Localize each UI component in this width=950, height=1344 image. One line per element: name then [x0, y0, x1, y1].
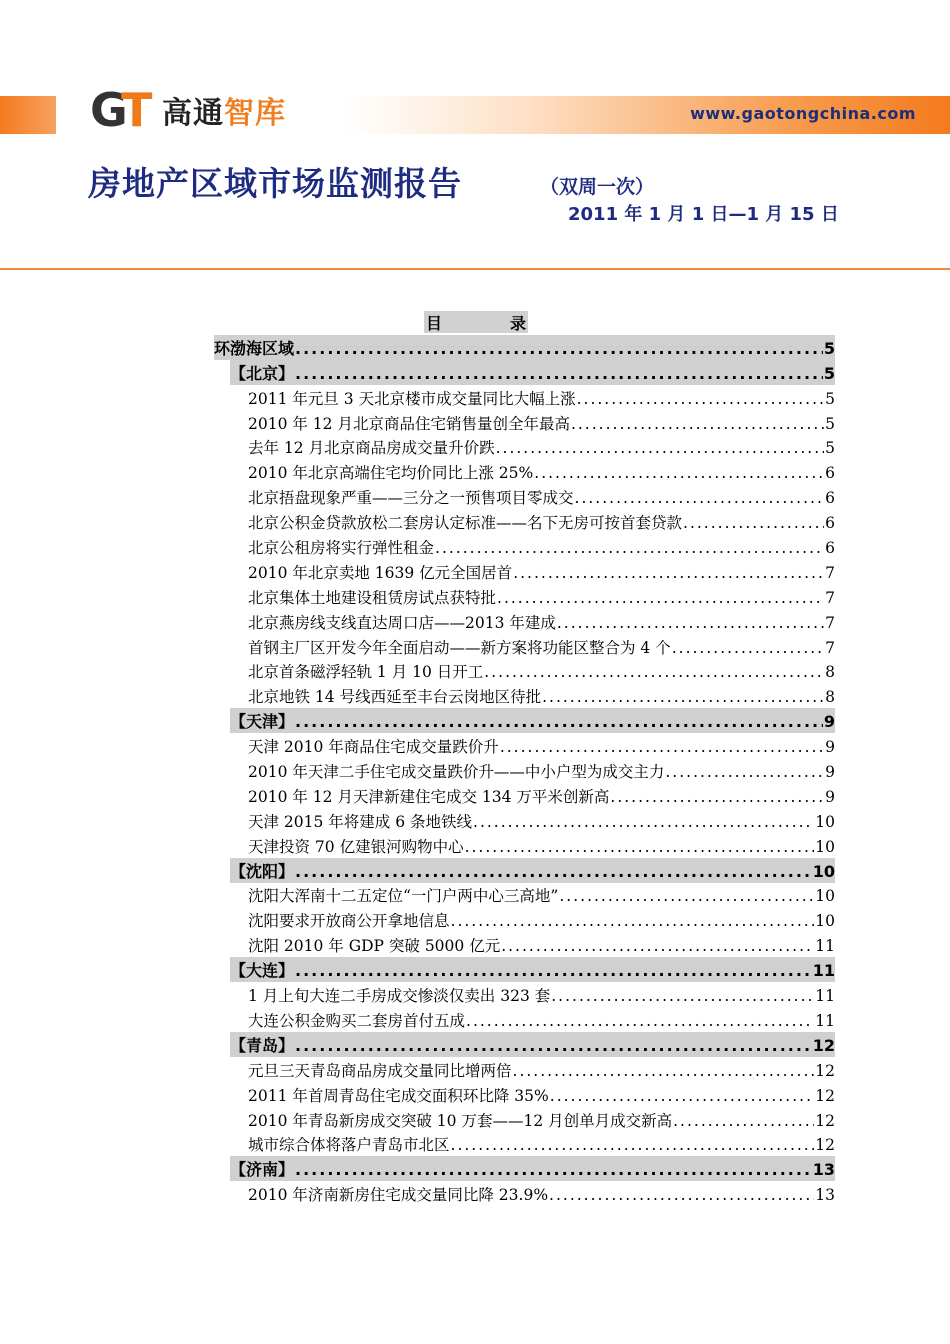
toc-entry-title: 北京捂盘现象严重——三分之一预售项目零成交 — [248, 489, 574, 508]
toc-entry-article[interactable] — [248, 907, 835, 932]
toc-dot-leader — [295, 1159, 812, 1181]
toc-dot-leader — [534, 462, 824, 484]
toc-entry-title: 城市综合体将落户青岛市北区 — [248, 1136, 450, 1155]
toc-heading-char-1: 目 — [426, 313, 443, 333]
toc-entry-article[interactable] — [248, 1132, 835, 1157]
report-date-range: 2011 年 1 月 1 日—1 月 15 日 — [568, 204, 839, 225]
toc-entry-article[interactable] — [248, 833, 835, 858]
toc-entry-article[interactable] — [248, 1107, 835, 1132]
toc-entry-article[interactable] — [248, 733, 835, 758]
toc-entry-article[interactable] — [248, 634, 835, 659]
toc-entry-article[interactable] — [248, 1181, 835, 1206]
toc-entry-article[interactable] — [248, 883, 835, 908]
toc-entry-article[interactable] — [248, 410, 835, 435]
toc-dot-leader — [465, 836, 815, 858]
toc-dot-leader — [295, 1035, 812, 1057]
toc-heading — [424, 311, 528, 333]
toc-entry-page: 11 — [815, 987, 835, 1006]
report-title: 房地产区域市场监测报告 — [88, 164, 462, 203]
toc-dot-leader — [497, 587, 824, 609]
toc-dot-leader — [571, 413, 824, 435]
toc-entry-page: 10 — [815, 837, 835, 856]
toc-entry-page: 12 — [812, 1035, 835, 1055]
toc-entry-page: 10 — [812, 861, 835, 881]
toc-dot-leader — [513, 562, 824, 584]
toc-dot-leader — [610, 786, 824, 808]
toc-entry-title: 北京公租房将实行弹性租金 — [248, 539, 435, 558]
toc-entry-title: 2011 年首周青岛住宅成交面积环比降 35% — [248, 1086, 549, 1105]
toc-entry-page: 10 — [815, 912, 835, 931]
toc-entry-title: 首钢主厂区开发今年全面启动——新方案将功能区整合为 4 个 — [248, 638, 671, 657]
toc-dot-leader — [575, 487, 825, 509]
toc-entry-page: 9 — [825, 763, 835, 782]
toc-dot-leader — [295, 861, 812, 883]
toc-entry-city[interactable] — [230, 360, 835, 385]
toc-entry-article[interactable] — [248, 559, 835, 584]
toc-entry-title: 大连公积金购买二套房首付五成 — [248, 1011, 466, 1030]
toc-entry-title: 【青岛】 — [230, 1035, 295, 1055]
toc-dot-leader — [550, 1085, 815, 1107]
toc-entry-page: 12 — [815, 1136, 835, 1155]
toc-entry-article[interactable] — [248, 758, 835, 783]
toc-dot-leader — [295, 338, 823, 360]
toc-entry-title: 2010 年北京卖地 1639 亿元全国居首 — [248, 563, 513, 582]
toc-entry-page: 11 — [815, 937, 835, 956]
toc-dot-leader — [466, 1010, 814, 1032]
toc-entry-city[interactable] — [230, 1156, 835, 1181]
toc-entry-page: 5 — [825, 414, 835, 433]
toc-entry-title: 【天津】 — [230, 712, 295, 732]
toc-entry-title: 2010 年济南新房住宅成交量同比降 23.9% — [248, 1186, 549, 1205]
toc-entry-title: 【北京】 — [230, 363, 295, 383]
toc-entry-title: 元旦三天青岛商品房成交量同比增两倍 — [248, 1061, 512, 1080]
toc-entry-page: 11 — [815, 1011, 835, 1030]
toc-entry-page: 13 — [812, 1160, 835, 1180]
toc-entry-article[interactable] — [248, 659, 835, 684]
toc-entry-title: 北京燕房线支线直达周口店——2013 年建成 — [248, 613, 556, 632]
toc-dot-leader — [295, 711, 823, 733]
toc-dot-leader — [501, 935, 814, 957]
toc-entry-title: 2010 年青岛新房成交突破 10 万套——12 月创单月成交新高 — [248, 1111, 673, 1130]
toc-dot-leader — [500, 736, 824, 758]
logo-company-name — [162, 94, 286, 134]
logo-gt-mark — [90, 84, 146, 136]
toc-entry-title: 北京集体土地建设租赁房试点获特批 — [248, 588, 497, 607]
toc-entry-page: 5 — [825, 439, 835, 458]
toc-entry-title: 沈阳要求开放商公开拿地信息 — [248, 912, 450, 931]
toc-entry-article[interactable] — [248, 459, 835, 484]
website-url: www.gaotongchina.com — [690, 104, 916, 123]
toc-entry-title: 北京首条磁浮轻轨 1 月 10 日开工 — [248, 663, 484, 682]
toc-entry-page: 9 — [825, 787, 835, 806]
logo-letter-t: T — [120, 83, 147, 137]
toc-dot-leader — [551, 985, 814, 1007]
toc-entry-article[interactable] — [248, 982, 835, 1007]
toc-entry-title: 1 月上旬大连二手房成交惨淡仅卖出 323 套 — [248, 987, 551, 1006]
toc-entry-title: 沈阳 2010 年 GDP 突破 5000 亿元 — [248, 937, 501, 956]
toc-dot-leader — [673, 1110, 814, 1132]
report-frequency: （双周一次） — [540, 176, 655, 198]
toc-entry-article[interactable] — [248, 385, 835, 410]
toc-entry-article[interactable] — [248, 534, 835, 559]
toc-entry-page: 10 — [815, 812, 835, 831]
toc-entry-article[interactable] — [248, 783, 835, 808]
toc-entry-title: 2010 年北京高端住宅均价同比上涨 25% — [248, 464, 534, 483]
toc-entry-title: 【济南】 — [230, 1160, 295, 1180]
toc-dot-leader — [549, 1184, 814, 1206]
table-of-contents — [214, 335, 835, 1206]
toc-dot-leader — [557, 612, 824, 634]
toc-entry-page: 11 — [812, 961, 835, 981]
toc-entry-title: 【沈阳】 — [230, 861, 295, 881]
toc-entry-title: 去年 12 月北京商品房成交量升价跌 — [248, 439, 495, 458]
toc-entry-city[interactable] — [230, 708, 835, 733]
company-logo — [90, 84, 350, 136]
toc-entry-article[interactable] — [248, 1057, 835, 1082]
toc-entry-article[interactable] — [248, 609, 835, 634]
toc-dot-leader — [484, 661, 824, 683]
toc-dot-leader — [672, 637, 824, 659]
toc-entry-article[interactable] — [248, 435, 835, 460]
logo-name-part-1: 高通 — [162, 96, 224, 131]
toc-entry-city[interactable] — [230, 957, 835, 982]
logo-name-part-2: 智库 — [224, 96, 286, 131]
toc-entry-page: 13 — [815, 1186, 835, 1205]
toc-entry-city[interactable] — [230, 858, 835, 883]
header-divider — [0, 268, 950, 270]
toc-entry-page: 7 — [825, 613, 835, 632]
toc-entry-title: 【大连】 — [230, 961, 295, 981]
toc-entry-page: 7 — [825, 588, 835, 607]
toc-entry-title: 北京地铁 14 号线西延至丰台云岗地区待批 — [248, 688, 542, 707]
toc-entry-page: 9 — [825, 738, 835, 757]
toc-entry-article[interactable] — [248, 932, 835, 957]
toc-dot-leader — [542, 686, 824, 708]
toc-entry-region[interactable] — [214, 335, 835, 360]
toc-entry-title: 环渤海区域 — [214, 338, 295, 358]
logo-letter-g: G — [90, 83, 121, 137]
toc-entry-title: 2010 年 12 月北京商品住宅销售量创全年最高 — [248, 414, 570, 433]
toc-dot-leader — [665, 761, 824, 783]
toc-dot-leader — [577, 388, 825, 410]
toc-entry-page: 10 — [815, 887, 835, 906]
toc-entry-title: 天津 2015 年将建成 6 条地铁线 — [248, 812, 473, 831]
toc-entry-page: 8 — [825, 663, 835, 682]
toc-dot-leader — [513, 1060, 815, 1082]
toc-entry-title: 天津 2010 年商品住宅成交量跌价升 — [248, 738, 499, 757]
toc-entry-page: 12 — [815, 1111, 835, 1130]
header-left-accent-bar — [0, 96, 56, 134]
toc-dot-leader — [559, 885, 814, 907]
toc-entry-title: 2010 年 12 月天津新建住宅成交 134 万平米创新高 — [248, 787, 610, 806]
toc-entry-page: 5 — [825, 389, 835, 408]
toc-entry-page: 6 — [825, 464, 835, 483]
toc-entry-title: 天津投资 70 亿建银河购物中心 — [248, 837, 464, 856]
toc-entry-page: 5 — [823, 338, 835, 358]
toc-entry-page: 12 — [815, 1061, 835, 1080]
toc-dot-leader — [295, 960, 812, 982]
toc-entry-page: 6 — [825, 514, 835, 533]
toc-entry-page: 8 — [825, 688, 835, 707]
toc-entry-title: 沈阳大浑南十二五定位“一门户两中心三高地” — [248, 887, 559, 906]
toc-entry-article[interactable] — [248, 683, 835, 708]
toc-entry-page: 7 — [825, 563, 835, 582]
toc-entry-article[interactable] — [248, 1082, 835, 1107]
toc-dot-leader — [435, 537, 824, 559]
toc-entry-article[interactable] — [248, 484, 835, 509]
toc-dot-leader — [451, 1134, 815, 1156]
toc-heading-char-2: 录 — [509, 313, 526, 333]
toc-dot-leader — [451, 910, 815, 932]
toc-entry-title: 2011 年元旦 3 天北京楼市成交量同比大幅上涨 — [248, 389, 576, 408]
toc-entry-title: 2010 年天津二手住宅成交量跌价升——中小户型为成交主力 — [248, 763, 665, 782]
toc-dot-leader — [295, 363, 823, 385]
toc-entry-city[interactable] — [230, 1032, 835, 1057]
toc-dot-leader — [683, 512, 824, 534]
toc-entry-page: 6 — [825, 489, 835, 508]
toc-entry-article[interactable] — [248, 584, 835, 609]
toc-entry-page: 6 — [825, 539, 835, 558]
toc-entry-page: 12 — [815, 1086, 835, 1105]
toc-dot-leader — [473, 811, 814, 833]
toc-dot-leader — [496, 437, 825, 459]
toc-entry-title: 北京公积金贷款放松二套房认定标准——名下无房可按首套贷款 — [248, 514, 683, 533]
toc-entry-page: 7 — [825, 638, 835, 657]
toc-entry-article[interactable] — [248, 1007, 835, 1032]
toc-entry-article[interactable] — [248, 509, 835, 534]
toc-entry-page: 5 — [823, 363, 835, 383]
toc-entry-article[interactable] — [248, 808, 835, 833]
toc-entry-page: 9 — [823, 712, 835, 732]
